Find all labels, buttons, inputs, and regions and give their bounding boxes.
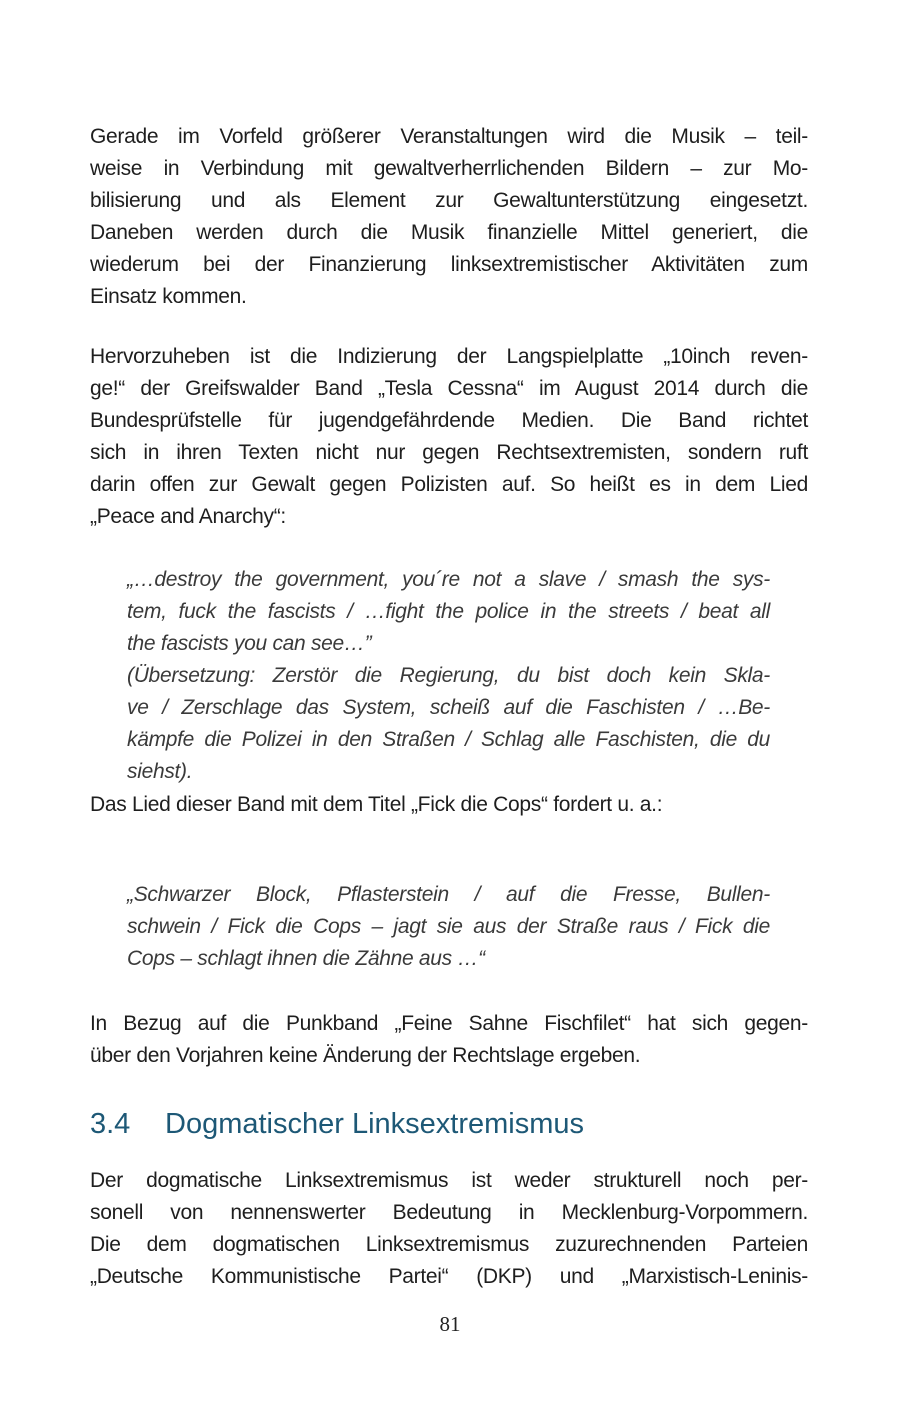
text-line: wiederum bei der Finanzierung linksextremistischer Aktivitäten zum — [90, 253, 808, 276]
text-line: Einsatz kommen. — [90, 285, 247, 308]
quote-peace-and-anarchy — [127, 564, 770, 788]
quote-line: the fascists you can see…” — [127, 632, 372, 655]
text-line: Das Lied dieser Band mit dem Titel „Fick die Cops“ fordert u. a.: — [90, 793, 663, 816]
text-line: bilisierung und als Element zur Gewaltunterstützung eingesetzt. — [90, 189, 808, 212]
text-line: sonell von nennenswerter Bedeutung in Mecklenburg-Vorpommern. — [90, 1201, 808, 1224]
text-line: sich in ihren Texten nicht nur gegen Rechtsextremisten, sondern ruft — [90, 441, 808, 464]
paragraph-dogmatic — [90, 1165, 808, 1293]
quote-line: kämpfe die Polizei in den Straßen / Schlag alle Faschisten, die du — [127, 728, 770, 751]
text-line: darin offen zur Gewalt gegen Polizisten auf. So heißt es in dem Lied — [90, 473, 808, 496]
quote-line: siehst). — [127, 760, 193, 783]
text-line: In Bezug auf die Punkband „Feine Sahne Fischfilet“ hat sich gegen- — [90, 1012, 808, 1035]
text-line: „Deutsche Kommunistische Partei“ (DKP) und „Marxistisch-Leninis- — [90, 1265, 808, 1288]
text-line: Der dogmatische Linksextremismus ist weder strukturell noch per- — [90, 1169, 808, 1192]
paragraph-fick-die-cops-intro — [90, 789, 808, 821]
text-line: Die dem dogmatischen Linksextremismus zuzurechnenden Parteien — [90, 1233, 808, 1256]
text-line: Bundesprüfstelle für jugendgefährdende Medien. Die Band richtet — [90, 409, 808, 432]
quote-line: schwein / Fick die Cops – jagt sie aus der Straße raus / Fick die — [127, 915, 770, 938]
text-line: über den Vorjahren keine Änderung der Rechtslage ergeben. — [90, 1044, 641, 1067]
quote-line: ve / Zerschlage das System, scheiß auf die Faschisten / …Be- — [127, 696, 770, 719]
paragraph-music-mobilization — [90, 121, 808, 313]
text-line: Daneben werden durch die Musik finanzielle Mittel generiert, die — [90, 221, 808, 244]
text-line: „Peace and Anarchy“: — [90, 505, 286, 528]
section-number: 3.4 — [90, 1108, 131, 1140]
quote-line: tem, fuck the fascists / …fight the police in the streets / beat all — [127, 600, 770, 623]
quote-line: „…destroy the government, you´re not a slave / smash the sys- — [127, 568, 770, 591]
paragraph-punkband — [90, 1008, 808, 1072]
section-title: Dogmatischer Linksextremismus — [165, 1108, 585, 1140]
text-line: Hervorzuheben ist die Indizierung der Langspielplatte „10inch reven- — [90, 345, 808, 368]
page-number: 81 — [439, 1312, 461, 1336]
text-line: weise in Verbindung mit gewaltverherrlichenden Bildern – zur Mo- — [90, 157, 808, 180]
text-line: ge!“ der Greifswalder Band „Tesla Cessna“ im August 2014 durch die — [90, 377, 808, 400]
section-heading — [90, 1104, 584, 1144]
paragraph-indexing — [90, 341, 808, 533]
quote-line: Cops – schlagt ihnen die Zähne aus …“ — [127, 947, 485, 970]
quote-fick-die-cops — [127, 879, 770, 975]
quote-line: (Übersetzung: Zerstör die Regierung, du bist doch kein Skla- — [127, 664, 770, 687]
quote-line: „Schwarzer Block, Pflasterstein / auf die Fresse, Bullen- — [127, 883, 770, 906]
text-line: Gerade im Vorfeld größerer Veranstaltungen wird die Musik – teil- — [90, 125, 808, 148]
